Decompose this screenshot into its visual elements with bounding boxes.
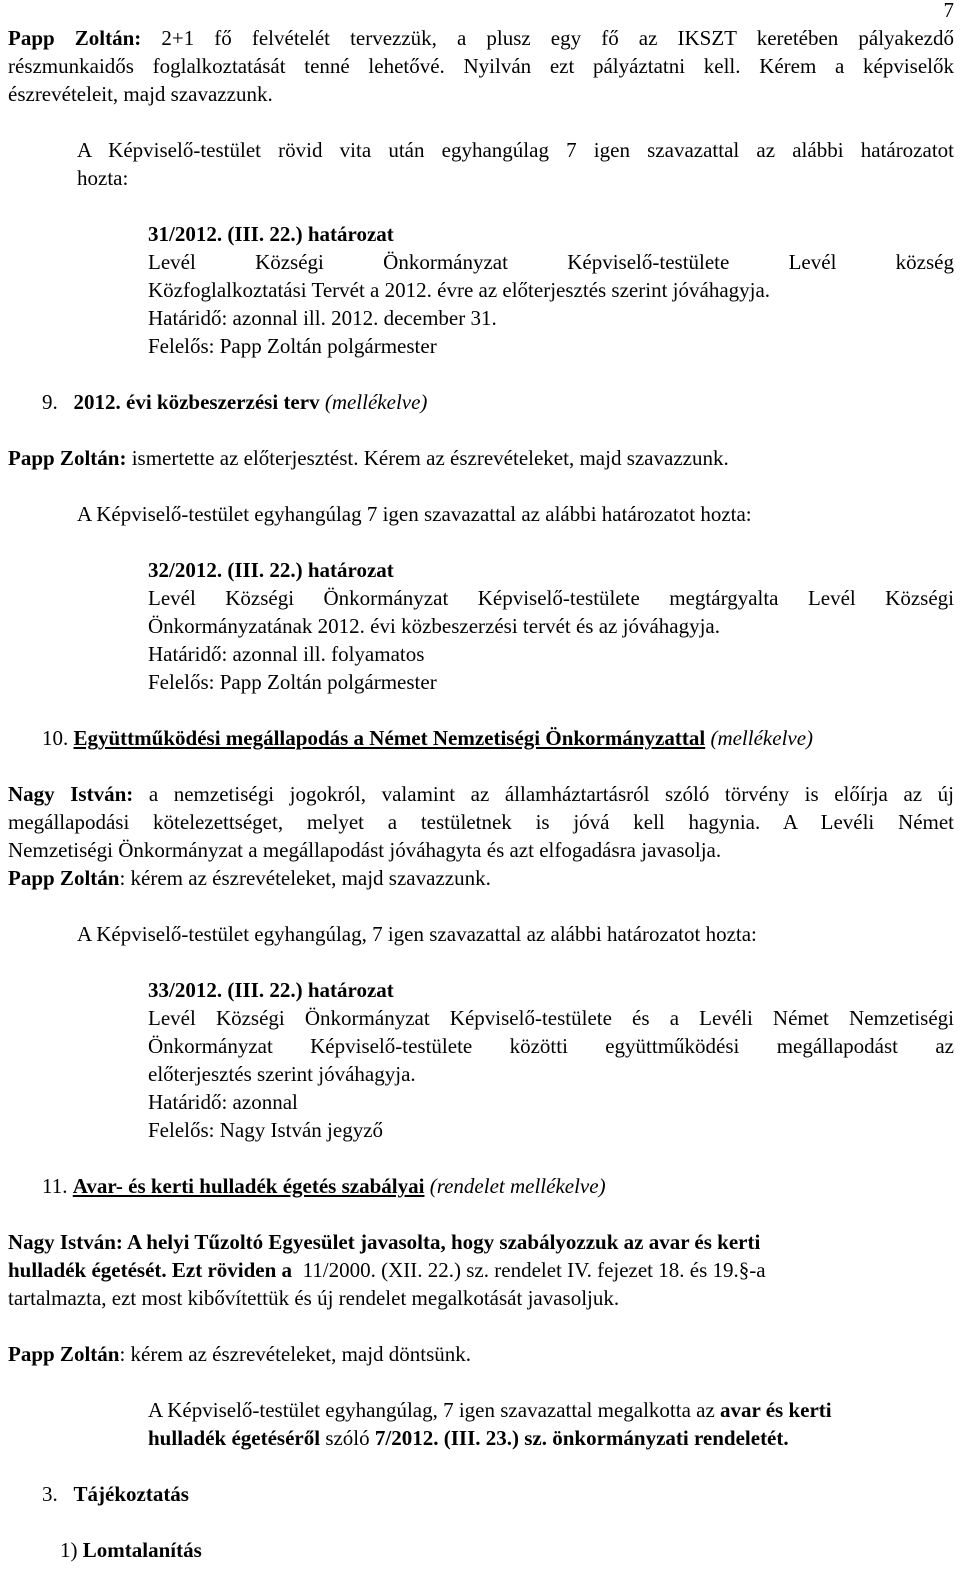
item-number: 10. (42, 726, 69, 750)
subitem-1-heading (60, 1536, 202, 1564)
resolution-33-line-3: előterjesztés szerint jóváhagyja. (148, 1062, 416, 1086)
resolution-32-deadline: Határidő: azonnal ill. folyamatos (148, 642, 425, 666)
paragraph-5-line-1 (8, 780, 954, 808)
text-span: szóló (325, 1426, 370, 1450)
text-span: A Képviselő-testület egyhangúlag, 7 igen szavazattal megalkotta az (148, 1398, 715, 1422)
agenda-item-10 (42, 724, 813, 752)
resolution-33-title (148, 976, 394, 1004)
resolution-32-line-2: Önkormányzatának 2012. évi közbeszerzési tervét és az jóváhagyja. (148, 614, 721, 638)
text-span: avar és kerti (720, 1398, 832, 1422)
item-title: Avar- és kerti hulladék égetés szabályai (72, 1174, 425, 1198)
text-span: Levél Községi Önkormányzat Képviselő-testülete Levél község (148, 250, 954, 274)
resolution-31-title (148, 220, 394, 248)
agenda-item-9 (42, 388, 427, 416)
item-title: Együttműködési megállapodás a Német Nemzetiségi Önkormányzattal (73, 726, 706, 750)
ordinance-statement-line-2 (148, 1424, 789, 1452)
text-span: hulladék égetéséről (148, 1426, 321, 1450)
subitem-title: Lomtalanítás (82, 1538, 202, 1562)
resolution-33-responsible: Felelős: Nagy István jegyző (148, 1118, 384, 1142)
text-span: 7/2012. (III. 23.) sz. önkormányzati rendeletét. (374, 1426, 789, 1450)
text-span: Nagy István: A helyi Tűzoltó Egyesület javasolta, hogy szabályozzuk az avar és kerti (8, 1230, 761, 1254)
vote-statement-1-line-2: hozta: (77, 166, 129, 190)
resolution-32-line-1 (148, 584, 954, 612)
paragraph-5-line-2 (8, 808, 954, 836)
resolution-33-line-1 (148, 1004, 954, 1032)
vote-statement-2: A Képviselő-testület egyhangúlag 7 igen szavazattal az alábbi határozatot hozta: (77, 502, 752, 526)
text-span: Önkormányzat Képviselő-testülete közötti együttműködési megállapodást az (148, 1034, 954, 1058)
speaker-label: Papp Zoltán: (8, 26, 142, 50)
resolution-32-responsible: Felelős: Papp Zoltán polgármester (148, 670, 437, 694)
text-span: : kérem az észrevételeket, majd döntsünk. (119, 1342, 472, 1366)
resolution-31-line-2: Közfoglalkoztatási Tervét a 2012. évre az előterjesztés szerint jóváhagyja. (148, 278, 771, 302)
resolution-33-line-2 (148, 1032, 954, 1060)
paragraph-1-line-2 (8, 52, 954, 80)
item-note: (mellékelve) (324, 390, 428, 414)
text-span: ismertette az előterjesztést. Kérem az észrevételeket, majd szavazzunk. (131, 446, 729, 470)
item-note: (rendelet mellékelve) (429, 1174, 606, 1198)
resolution-title-text: 32/2012. (III. 22.) határozat (148, 558, 394, 582)
text-span: a nemzetiségi jogokról, valamint az államháztartásról szóló törvény is előírja az új (148, 782, 954, 806)
paragraph-7-line-2 (8, 1256, 766, 1284)
text-span: 11/2000. (XII. 22.) sz. rendelet IV. fejezet 18. és 19.§-a (302, 1258, 766, 1282)
paragraph-7-line-3: tartalmazta, ezt most kibővítettük és új rendelet megalkotását javasoljuk. (8, 1286, 620, 1310)
speaker-label: Papp Zoltán (8, 866, 120, 890)
item-note: (mellékelve) (710, 726, 814, 750)
text-span: : kérem az észrevételeket, majd szavazzunk. (119, 866, 491, 890)
resolution-33-deadline: Határidő: azonnal (148, 1090, 298, 1114)
agenda-item-11 (42, 1172, 606, 1200)
text-span: részmunkaidős foglalkoztatását tenné lehetővé. Nyilván ezt pályáztatni kell. Kérem a képviselők (8, 54, 954, 78)
paragraph-5-line-4 (8, 864, 491, 892)
section-number: 3. (42, 1482, 58, 1506)
resolution-32-title (148, 556, 394, 584)
page-number: 7 (943, 0, 954, 22)
text-span: 2+1 fő felvételét tervezzük, a plusz egy fő az IKSZT keretében pályakezdő (161, 26, 955, 50)
subitem-number: 1) (60, 1538, 78, 1562)
paragraph-1-line-3: észrevételeit, majd szavazzunk. (8, 82, 273, 106)
speaker-label: Papp Zoltán (8, 1342, 120, 1366)
paragraph-7-line-1 (8, 1228, 760, 1256)
text-span: megállapodási kötelezettséget, melyet a testületnek is jóvá kell hagynia. A Levéli Német (8, 810, 954, 834)
item-number: 9. (42, 390, 58, 414)
text-span: Levél Községi Önkormányzat Képviselő-testülete megtárgyalta Levél Községi (148, 586, 954, 610)
vote-statement-3: A Képviselő-testület egyhangúlag, 7 igen szavazattal az alábbi határozatot hozta: (77, 922, 757, 946)
text-span: A Képviselő-testület rövid vita után egyhangúlag 7 igen szavazattal az alábbi határozatot (77, 138, 954, 162)
text-span: hulladék égetését. Ezt röviden a (8, 1258, 293, 1282)
resolution-title-text: 33/2012. (III. 22.) határozat (148, 978, 394, 1002)
speaker-label: Nagy István: (8, 782, 134, 806)
item-title: 2012. évi közbeszerzési terv (73, 390, 320, 414)
paragraph-3 (8, 444, 729, 472)
resolution-title-text: 31/2012. (III. 22.) határozat (148, 222, 394, 246)
text-span: Levél Községi Önkormányzat Képviselő-testülete és a Levéli Német Nemzetiségi (148, 1006, 954, 1030)
resolution-31-deadline: Határidő: azonnal ill. 2012. december 31. (148, 306, 497, 330)
item-number: 11. (42, 1174, 68, 1198)
paragraph-8 (8, 1340, 471, 1368)
speaker-label: Papp Zoltán: (8, 446, 127, 470)
vote-statement-1-line-1 (77, 136, 954, 164)
resolution-31-line-1 (148, 248, 954, 276)
section-title: Tájékoztatás (73, 1482, 189, 1506)
resolution-31-responsible: Felelős: Papp Zoltán polgármester (148, 334, 437, 358)
paragraph-1-line-1 (8, 24, 954, 52)
paragraph-5-line-3: Nemzetiségi Önkormányzat a megállapodást jóváhagyta és azt elfogadásra javasolja. (8, 838, 722, 862)
section-3-heading (42, 1480, 189, 1508)
ordinance-statement-line-1 (148, 1396, 832, 1424)
